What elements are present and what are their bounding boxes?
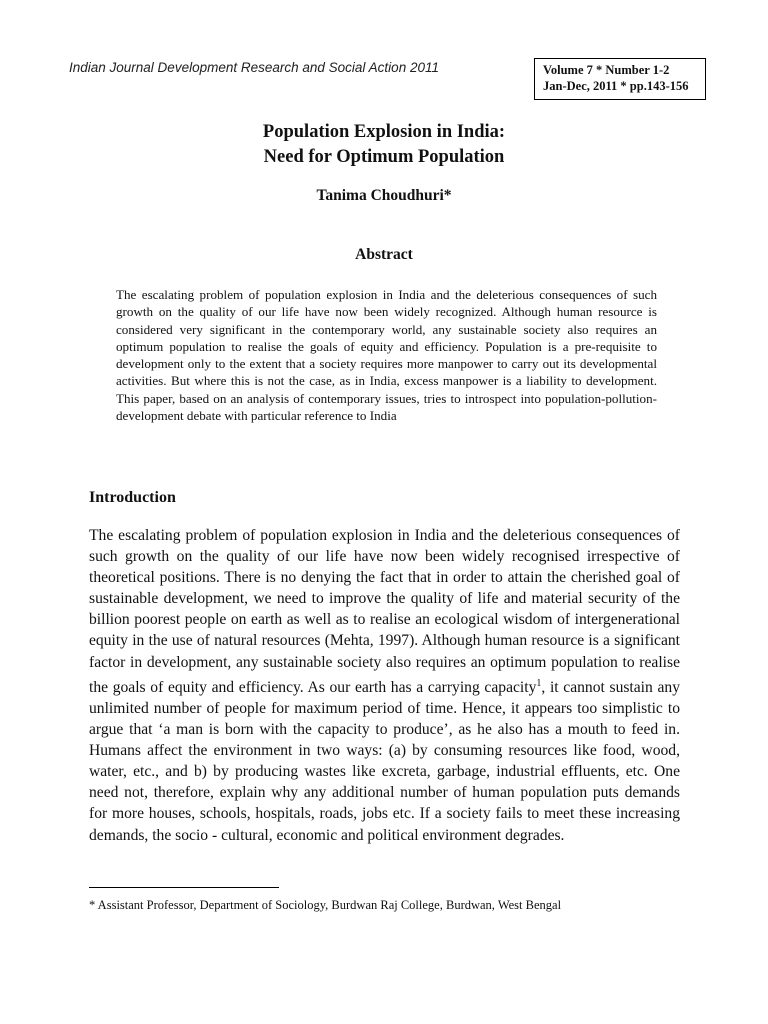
introduction-paragraph (89, 525, 680, 846)
abstract-heading: Abstract (355, 246, 413, 263)
footnote-ref-1: 1 (536, 677, 542, 689)
title-line-2: Need for Optimum Population (263, 147, 505, 167)
volume-line: Volume 7 * Number 1-2 (543, 63, 670, 77)
intro-text-part-2: , it cannot sustain any unlimited number of people for maximum period of time. Hence, it appears too simplistic to argue that ‘a man is born with the capacity to produce’, as he also has a mouth to feed in. Humans affect the environment in two ways: (a) by consuming resources like food, wood, water, etc., and b) by producing wastes like excreta, garbage, industrial effluents, etc. One need not, therefore, explain why any additional number of human population puts demands for more houses, schools, hospitals, roads, jobs etc. If a society fails to meet these increasing demands, the socio - cultural, economic and political environment degrades. (89, 678, 680, 844)
journal-name: Indian Journal Development Research and Social Action 2011 (69, 60, 439, 75)
footnote-divider (89, 887, 279, 888)
intro-text-part-1: The escalating problem of population explosion in India and the deleterious consequences of such growth on the quality of our life have now been widely recognised irrespective of theoretical positions. There is no denying the fact that in order to attain the cherished goal of sustainable development, we need to improve the quality of life and material security of the billion poorest people on earth as well as to realise an ecological wisdom of intergenerational equity in the use of natural resources (Mehta, 1997). Although human resource is a significant factor in development, any sustainable society also requires an optimum population to realise the goals of equity and efficiency. As our earth has a carrying capacity (89, 527, 680, 696)
abstract-text: The escalating problem of population explosion in India and the deleterious consequences of such growth on the quality of our life have now been widely recognized. Although human resource is considered very significant in the contemporary world, any sustainable society also requires an optimum population to realise the goals of equity and efficiency. Population is a pre-requisite to development only to the extent that a society requires more manpower to carry out its developmental activities. But where this is not the case, as in India, excess manpower is a liability to development. This paper, based on an analysis of contemporary issues, tries to introspect into population-pollution-development debate with particular reference to India (116, 287, 657, 424)
date-pages-line: Jan-Dec, 2011 * pp.143-156 (543, 79, 689, 93)
title-line-1: Population Explosion in India: (262, 122, 506, 142)
author-footnote: * Assistant Professor, Department of Sociology, Burdwan Raj College, Burdwan, West Bengal (89, 898, 562, 912)
author-name: Tanima Choudhuri* (316, 187, 452, 204)
article-title (0, 120, 768, 170)
introduction-heading: Introduction (89, 489, 176, 506)
volume-info-box (534, 58, 706, 100)
